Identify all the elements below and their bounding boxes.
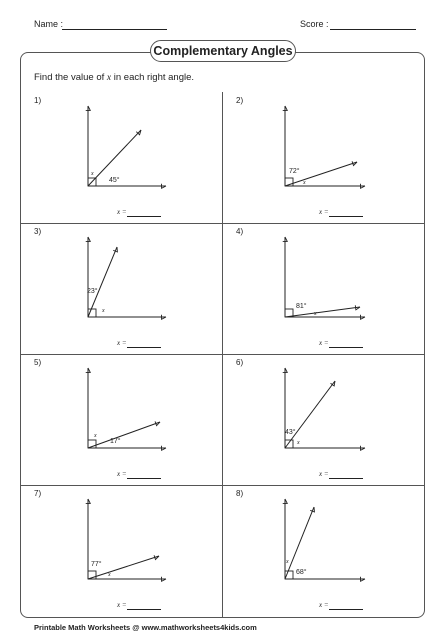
given-angle-label: 72°: [289, 168, 300, 175]
answer-blank[interactable]: [329, 478, 363, 479]
problem-4: [223, 223, 424, 355]
angle-diagram: [223, 223, 424, 335]
answer-label: x =: [319, 601, 329, 609]
given-angle-label: 43°: [285, 429, 296, 436]
answer-label: x =: [117, 339, 127, 347]
problem-6: [223, 354, 424, 486]
angle-diagram: [21, 354, 222, 466]
answer-blank[interactable]: [127, 609, 161, 610]
answer-label: x =: [117, 208, 127, 216]
instruction-label: Find the value of x in each right angle.: [34, 72, 195, 83]
problem-number: 4): [236, 227, 244, 236]
problem-number: 8): [236, 489, 244, 498]
given-angle-label: 81°: [296, 303, 307, 310]
given-angle-label: 68°: [296, 569, 307, 576]
angle-diagram: [21, 92, 222, 204]
angle-diagram: [223, 92, 424, 204]
unknown-angle-label: x: [108, 572, 111, 578]
problem-number: 2): [236, 96, 244, 105]
worksheet-title: Complementary Angles: [150, 40, 296, 62]
given-angle-label: 23°: [87, 288, 98, 295]
slanted-ray: [88, 422, 160, 448]
problem-2: [223, 92, 424, 224]
problem-number: 6): [236, 358, 244, 367]
slanted-arrowhead: [113, 247, 117, 252]
answer-blank[interactable]: [127, 216, 161, 217]
angle-diagram: [223, 485, 424, 597]
problem-5: [21, 354, 222, 486]
problem-1: [21, 92, 222, 224]
unknown-angle-label: x: [314, 311, 317, 317]
slanted-arrowhead: [310, 507, 314, 512]
slanted-ray: [88, 247, 117, 317]
answer-label: x =: [117, 470, 127, 478]
instruction-text: [34, 72, 194, 83]
answer-blank[interactable]: [329, 609, 363, 610]
name-blank[interactable]: [62, 29, 167, 30]
problem-number: 5): [34, 358, 42, 367]
name-label: Name :: [34, 19, 64, 29]
answer-blank[interactable]: [127, 478, 161, 479]
angle-diagram: [21, 223, 222, 335]
answer-label: x =: [319, 208, 329, 216]
answer-blank[interactable]: [329, 216, 363, 217]
answer-label: x =: [319, 470, 329, 478]
variable-x: x: [106, 73, 112, 83]
answer-label: x =: [117, 601, 127, 609]
given-angle-label: 77°: [91, 561, 102, 568]
answer-label: x =: [319, 339, 329, 347]
problem-7: [21, 485, 222, 617]
given-angle-label: 17°: [110, 438, 121, 445]
answer-blank[interactable]: [329, 347, 363, 348]
score-blank[interactable]: [330, 29, 416, 30]
problem-number: 3): [34, 227, 42, 236]
unknown-angle-label: x: [102, 308, 105, 314]
unknown-angle-label: x: [94, 433, 97, 439]
angle-diagram: [223, 354, 424, 466]
problem-number: 7): [34, 489, 42, 498]
score-label: Score :: [300, 19, 329, 29]
problem-3: [21, 223, 222, 355]
unknown-angle-label: x: [286, 559, 289, 565]
angle-diagram: [21, 485, 222, 597]
footer-text: Printable Math Worksheets @ www.mathworksheets4kids.com: [34, 623, 257, 632]
problem-8: [223, 485, 424, 617]
slanted-ray: [285, 381, 335, 448]
unknown-angle-label: x: [297, 440, 300, 446]
unknown-angle-label: x: [303, 180, 306, 186]
answer-blank[interactable]: [127, 347, 161, 348]
unknown-angle-label: x: [91, 171, 94, 177]
problem-number: 1): [34, 96, 42, 105]
given-angle-label: 45°: [109, 177, 120, 184]
